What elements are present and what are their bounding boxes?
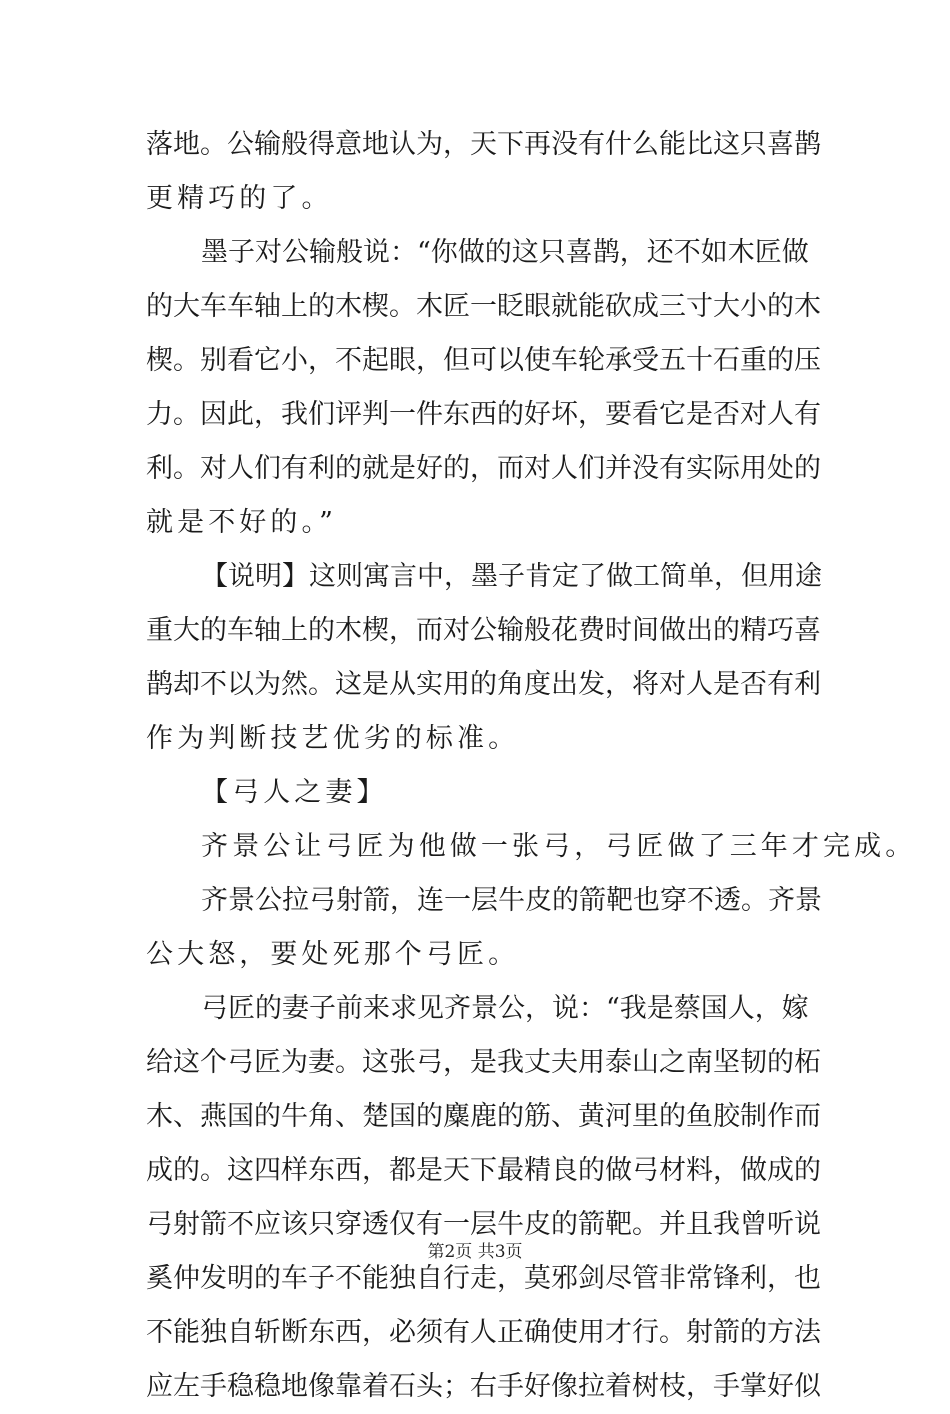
- text-line: 奚仲发明的车子不能独自行走，莫邪剑尽管非常锋利，也: [146, 1263, 821, 1294]
- text-line: 楔。别看它小，不起眼，但可以使车轮承受五十石重的压: [146, 345, 821, 376]
- text-line: 墨子对公输般说：“你做的这只喜鹊，还不如木匠做: [201, 237, 809, 268]
- text-line: 应左手稳稳地像靠着石头；右手好像拉着树枝，手掌好似: [146, 1371, 821, 1402]
- text-line: 鹊却不以为然。这是从实用的角度出发，将对人是否有利: [146, 669, 821, 700]
- text-line: 作为判断技艺优劣的标准。: [146, 723, 520, 754]
- text-line: 给这个弓匠为妻。这张弓，是我丈夫用泰山之南坚韧的柘: [146, 1047, 821, 1078]
- text-line: 公大怒，要处死那个弓匠。: [146, 939, 520, 970]
- text-line: 木、燕国的牛角、楚国的麋鹿的筋、黄河里的鱼胶制作而: [146, 1101, 821, 1132]
- text-line: 齐景公让弓匠为他做一张弓，弓匠做了三年才完成。: [201, 831, 917, 862]
- text-line: 齐景公拉弓射箭，连一层牛皮的箭靶也穿不透。齐景: [201, 885, 822, 916]
- text-line: 利。对人们有利的就是好的，而对人们并没有实际用处的: [146, 453, 821, 484]
- text-line: 力。因此，我们评判一件东西的好坏，要看它是否对人有: [146, 399, 821, 430]
- page-footer: 第2页 共3页: [427, 1242, 523, 1262]
- text-line: 重大的车轴上的木楔，而对公输般花费时间做出的精巧喜: [146, 615, 821, 646]
- text-line: 就是不好的。”: [146, 507, 338, 538]
- text-line: 【弓人之妻】: [201, 777, 388, 808]
- text-line: 的大车车轴上的木楔。木匠一眨眼就能砍成三寸大小的木: [146, 291, 821, 322]
- text-line: 弓射箭不应该只穿透仅有一层牛皮的箭靶。并且我曾听说: [146, 1209, 821, 1240]
- text-line: 【说明】这则寓言中，墨子肯定了做工简单，但用途: [201, 561, 822, 592]
- body-text: [146, 118, 917, 1414]
- text-line: 弓匠的妻子前来求见齐景公，说：“我是蔡国人，嫁: [201, 993, 809, 1024]
- text-line: 成的。这四样东西，都是天下最精良的做弓材料，做成的: [146, 1155, 821, 1186]
- text-line: 更精巧的了。: [146, 183, 333, 214]
- text-line: 不能独自斩断东西，必须有人正确使用才行。射箭的方法: [146, 1317, 821, 1348]
- text-line: 落地。公输般得意地认为，天下再没有什么能比这只喜鹊: [146, 129, 821, 160]
